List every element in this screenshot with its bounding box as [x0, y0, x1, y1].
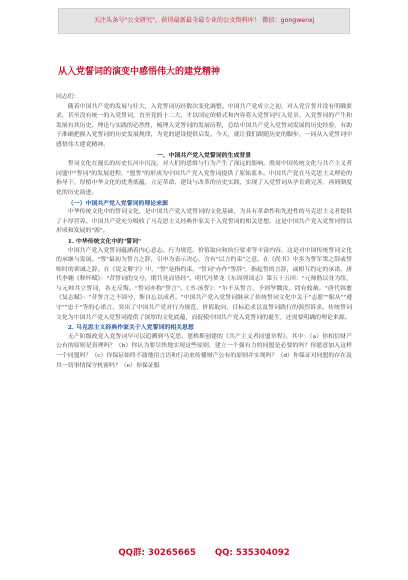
document-title: 从入党誓词的演变中感悟伟大的建党精神 — [58, 67, 221, 77]
body-paragraph: 随着中国共产党的发展与壮大，入党誓词历经数次变化调整。中国共产党成立之初，对入党宣誓并没有明确要求，甚至没有统一的入党誓词，直至党的十二大，才以国定的格式和内容将入党誓词写入党章。入党誓词的产生和发展有其历史、理论与实践的必然性，梳理入党誓词的发展历程，总结中国共产党入党誓词发展的历史经验，有助于准确把握入党誓词的历史发展规律，为党的建设提供启发。今天，就让我们跟随历史的脚步，一同从入党誓词中感悟伟大建党精神。 — [56, 103, 352, 148]
item-heading: 2. 马克思主义经典作家关于入党誓词的相关思想 — [67, 324, 194, 332]
section-heading: 一、中国共产党入党誓词的生成背景 — [156, 151, 252, 159]
body-paragraph: 中华传统文化中的誓词文化，是中国共产党入党誓词的文化基础，为具有革命性和先进性的马克思主义者提供了丰厚营养。中国共产党充分吸收了马克思主义经典作家关于入党誓词的相关思想，这是中国共产党入党誓词得以形成和发展的"源"。 — [56, 209, 352, 235]
top-banner: 关注头条号"公文研究"，获得最新最全最专业的公文资料库！ 微信：gongwenxj — [58, 8, 350, 34]
body-paragraph: 中国共产党入党誓词蕴涵着内心意志、行为规范、价值取向和执行要求等丰富内容，这是对中国传统誓词文化的承继与发展。"誓"最初为誓言之辞，引申为表示决心，含有"以言约束"之意。在《尚书》中多为誓军衆之辞或誓师时的训诫之辞。在《说文解字》中，"誓"是指约束。"誓词"亦作"誓辞"，指起誓的言辞，或相互约定的承诺。唐代李翱《释怀赋》："昔誓词的交兮，期共死而皆经"。明代冯梦龙《东周列国志》第五十五回："元帅偕以身为纽，与元帅共立誓词，各无反悔。"誓词亦称"誓言"。《书·汤誓》："尔不从誓言，予则孥戮汝，罔有攸赦。"唐代韩愈《复志赋》："昔誓言之不固兮，斯自忘以成者。"中国共产党入党誓词继承了传统誓词文化中关于"志愿""服从""遵守""忠于"等的心诺言，突出了中国共产党对行为规范、价值取向、目标追求以及誓词践行的强烈诉求。传统誓词文化为中国共产党入党誓词提供了深厚的文化底蕴，而促使中国共产党入党誓词的诞生，还需要明确的理论来源。 — [56, 247, 352, 321]
body-paragraph: 誓词文化在漫长的历史长河中沉淀，对人们的思维与行为产生了深远的影响。殷周中国传统文化与共产主义者同盟中"誓词"的发展进程，"盟誓"的形成为中国共产党入党誓词提供了原始蓝本。中国共产党在马克思主义理论的指导下，厚植中华文化的优秀底蕴，立足革命、建设与改革的历史实践，实现了入党誓词从孕育到完善，再到制度化的历史演进。 — [56, 161, 352, 196]
footer-qq: QQ: 535304092 — [214, 548, 290, 558]
body-paragraph: 无产阶级政党入党誓词早可以追溯到马克思、恩格斯创建的《共产主义者同盟章程》，其中：（a）你相信财产公有的原则是真理吗？（b）你认为要尽快地实现这些原则，建立一个强有力的同盟是必要的吗？你愿意加入这样一个同盟吗？（c）你保证始终不渝地用言语和行动来传播财产公有的原则并实现吗？（d）你保证对同盟的存在及其一切事情保守机密吗？（e）你保证服 — [56, 333, 352, 369]
item-heading: 1. 中华传统文化中的"誓词" — [67, 237, 142, 245]
footer-qq-group: QQ群: 30265665 — [118, 548, 196, 558]
greeting: 同志们： — [56, 94, 80, 100]
footer-contact — [0, 546, 408, 558]
sub-heading: （一）中国共产党入党誓词的理论来源 — [67, 199, 168, 207]
document-body — [56, 93, 352, 371]
